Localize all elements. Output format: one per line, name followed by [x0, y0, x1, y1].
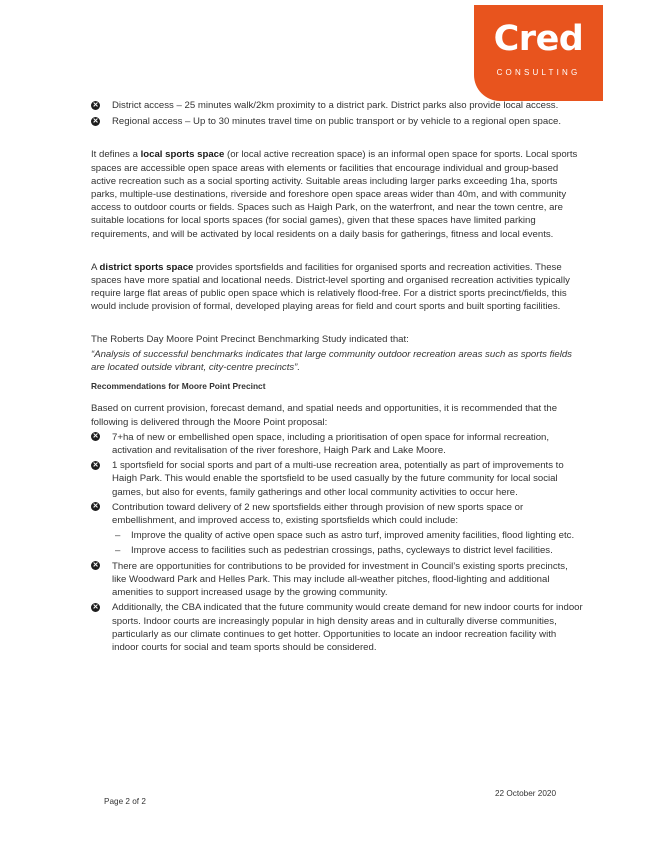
bullet-text: Additionally, the CBA indicated that the future community would create demand for new indoor courts for indoor sports. Indoor courts are increasingly popular in high density areas and in culturally diverse communities, particularly as our climate continues to get hotter. Opportunities to locate an indoor recreation facility with indoor courts for social and team sports should be considered.: [112, 602, 583, 653]
rec-bullet-open-space: [91, 431, 583, 457]
logo-wordmark: Cred: [493, 19, 584, 59]
study-intro: The Roberts Day Moore Point Precinct Benchmarking Study indicated that:: [91, 333, 409, 345]
dash-bullet: –: [115, 530, 121, 542]
term-local-sports-space: local sports space: [140, 149, 225, 161]
x-circle-bullet-icon: ✕: [92, 603, 99, 611]
logo-subtitle: CONSULTING: [496, 68, 581, 77]
rec-bullet-sportsfield: [91, 459, 583, 499]
local-sports-paragraph: It defines a local sports space (or local active recreation space) is an informal open space for sports. Local sports spaces are accessible open space areas with elements or facilities that encourage individual and group-based active recreation such as a social sporting activity. Suitable areas including larger parks exceeding 1ha, sports parks, multiple-use destinations, riverside and foreshore open space areas wider than 40m, and with community access to outdoor courts or fields. Spaces such as Haigh Park, on the waterfront, and near the town centre, are suitable locations for local sports spaces (for social games), given that these spaces have limited parking requirements, and will be activated by local residents on a daily basis for gatherings, fitness and local events.: [91, 149, 578, 240]
footer-page-number: Page 2 of 2: [104, 797, 146, 806]
bullet-text: Regional access – Up to 30 minutes travel time on public transport or by vehicle to a regional open space.: [112, 116, 562, 128]
sub-bullet-text: Improve the quality of active open space such as astro turf, improved amenity facilities, flood lighting etc.: [131, 530, 575, 542]
rec-sub-bullet-quality: [91, 529, 583, 542]
study-quote: “Analysis of successful benchmarks indicates that large community outdoor recreation areas such as sports fields are located outside vibrant, city-centre precincts”.: [91, 348, 572, 374]
recommendations-heading: Recommendations for Moore Point Precinct: [91, 381, 266, 392]
x-circle-bullet-icon: ✕: [92, 101, 99, 109]
bullet-text: District access – 25 minutes walk/2km proximity to a district park. District parks also provide local access.: [112, 100, 559, 111]
x-circle-bullet-icon: ✕: [92, 433, 99, 441]
dash-bullet: –: [115, 545, 121, 557]
x-circle-bullet-icon: ✕: [92, 562, 99, 570]
term-district-sports-space: district sports space: [99, 261, 194, 273]
rec-bullet-opportunities: [91, 560, 583, 600]
rec-bullet-indoor-courts: [91, 601, 583, 654]
document-body: [91, 99, 583, 654]
district-sports-paragraph: A district sports space provides sportsfields and facilities for organised sports and recreation activities. These spaces have more spatial and locational needs. District-level sporting and organised recreation activities typically require large flat areas of public open space which is relatively flood-free. For a district sports precinct/fields, this would include provision of formal, developed playing areas for field and court sports and built sporting facilities.: [91, 261, 570, 313]
bullet-text: 7+ha of new or embellished open space, including a prioritisation of open space for informal recreation, activation and revitalisation of the river foreshore, Haigh Park and Lake Moore.: [112, 431, 550, 457]
recommendations-intro: Based on current provision, forecast demand, and spatial needs and opportunities, it is recommended that the following is delivered through the Moore Point proposal:: [91, 403, 558, 428]
x-circle-bullet-icon: ✕: [92, 117, 99, 125]
x-circle-bullet-icon: ✕: [92, 461, 99, 469]
x-circle-bullet-icon: ✕: [92, 503, 99, 511]
access-bullet-district: [91, 99, 583, 112]
cred-consulting-logo: [474, 5, 603, 101]
bullet-text: 1 sportsfield for social sports and part of a multi-use recreation area, potentially as part of improvements to Haigh Park. This would enable the sportsfield to be used casually by the future community for local social games, but also for events, family gatherings and other local community activities to occur here.: [112, 460, 564, 498]
rec-sub-bullet-access: [91, 544, 583, 557]
rec-bullet-contribution: [91, 501, 583, 527]
bullet-text: Contribution toward delivery of 2 new sportsfields either through provision of new sports space or embellishment, and improved access to, existing sportsfields which could include:: [112, 501, 524, 527]
access-bullet-regional: [91, 115, 583, 128]
bullet-text: There are opportunities for contributions to be provided for investment in Council’s existing sports precincts, like Woodward Park and Helles Park. This may include all-weather pitches, flood-lighting and additional amenities to support increased usage by the growing community.: [112, 560, 568, 599]
sub-bullet-text: Improve access to facilities such as pedestrian crossings, paths, cycleways to district level facilities.: [131, 545, 553, 557]
footer-date: 22 October 2020: [495, 789, 556, 798]
